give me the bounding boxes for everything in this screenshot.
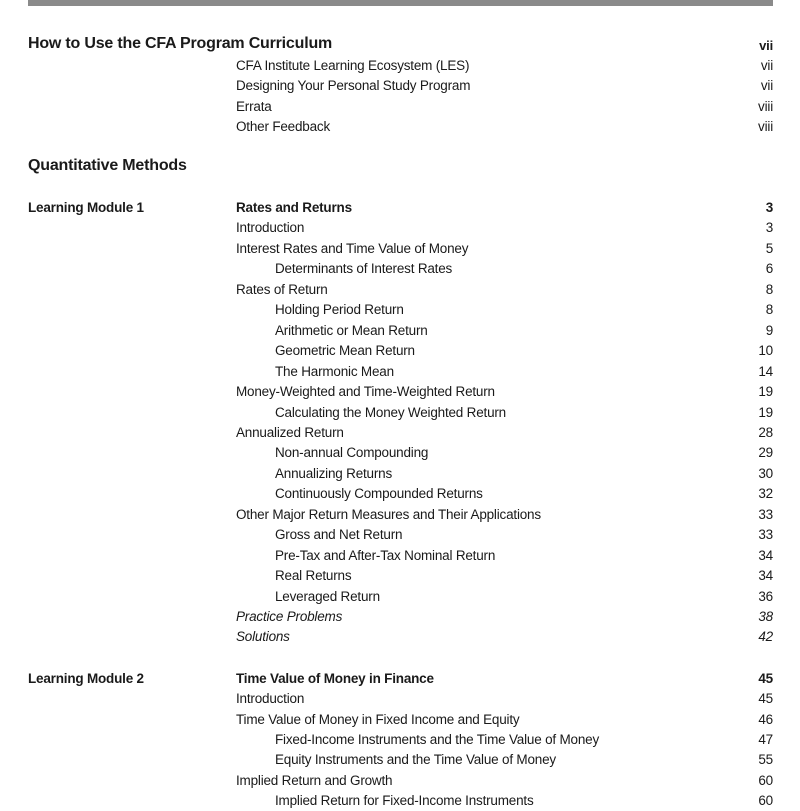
toc-entry-page: 29 (758, 445, 773, 461)
toc-entry-title: Rates and Returns (236, 200, 352, 215)
toc-entry-title: Geometric Mean Return (275, 343, 415, 359)
toc-entry-title: Other Major Return Measures and Their Applications (236, 506, 541, 522)
section-title: Quantitative Methods (28, 157, 187, 174)
toc-entry-page: 10 (758, 343, 773, 359)
toc-entry-title: Introduction (236, 220, 305, 236)
toc-entry-title: Annualized Return (236, 424, 344, 440)
toc-entry[interactable] (236, 76, 773, 96)
toc-entry-title: Non-annual Compounding (275, 445, 429, 461)
toc-entry-page: 34 (758, 568, 773, 584)
toc-entry-page: 6 (765, 261, 773, 277)
toc-entry[interactable] (236, 423, 773, 443)
toc-entry-page: 8 (765, 302, 773, 318)
toc-entry-page: 45 (758, 671, 773, 686)
toc-entry-title: Interest Rates and Time Value of Money (236, 240, 469, 256)
toc-entry[interactable] (236, 341, 773, 361)
toc-entry-title: Errata (236, 98, 272, 114)
toc-entry[interactable] (236, 280, 773, 300)
toc-entry[interactable] (236, 382, 773, 402)
toc-entry-page: 42 (758, 629, 773, 645)
toc-entry-title: Real Returns (275, 568, 352, 584)
front-matter-page: vii (759, 38, 773, 53)
toc-entry-title: Other Feedback (236, 118, 331, 134)
toc-entry[interactable] (236, 710, 773, 730)
toc-entry-title: Gross and Net Return (275, 527, 403, 543)
toc-entry-title: Continuously Compounded Returns (275, 486, 483, 502)
toc-entry-page: 33 (758, 527, 773, 543)
toc-entry[interactable] (236, 771, 773, 791)
toc-entry-title: Determinants of Interest Rates (275, 261, 453, 277)
toc-entry-page: 28 (758, 424, 773, 440)
toc-entry-page: 8 (765, 281, 773, 297)
front-matter-heading (28, 35, 773, 57)
toc-entry[interactable] (236, 627, 773, 647)
toc-entry-page: vii (760, 78, 773, 94)
toc-entry[interactable] (236, 750, 773, 770)
toc-entry-title: Pre-Tax and After-Tax Nominal Return (275, 547, 496, 563)
toc-entry-title: Calculating the Money Weighted Return (275, 404, 506, 420)
toc-entry[interactable] (236, 198, 773, 218)
toc-entry-title: Practice Problems (236, 609, 343, 624)
toc-entry-title: Holding Period Return (275, 302, 404, 318)
toc-entry-page: 45 (758, 691, 773, 707)
toc-entry-page: 19 (758, 404, 773, 420)
toc-entry-title: Money-Weighted and Time-Weighted Return (236, 384, 495, 400)
toc-entry-title: Annualizing Returns (275, 465, 393, 481)
toc-entry-page: 60 (758, 772, 773, 788)
front-matter-title: How to Use the CFA Program Curriculum (28, 35, 333, 52)
toc-entry[interactable] (236, 669, 773, 689)
toc-entry-title: Solutions (236, 629, 290, 645)
toc-entry[interactable] (236, 218, 773, 238)
toc-entry-page: viii (758, 98, 773, 114)
toc-entry-page: 3 (765, 220, 773, 236)
module-2-label: Learning Module 2 (28, 671, 144, 686)
toc-entry[interactable] (236, 239, 773, 259)
toc-entry-title: Leveraged Return (275, 588, 380, 604)
toc-entry[interactable] (236, 403, 773, 423)
toc-entry-title: Time Value of Money in Finance (236, 671, 434, 686)
toc-entry-page: 46 (758, 711, 773, 727)
module-1-label: Learning Module 1 (28, 200, 144, 215)
toc-entry-title: Rates of Return (236, 281, 328, 297)
toc-entry[interactable] (236, 484, 773, 504)
toc-entry[interactable] (236, 362, 773, 382)
toc-entry-page: 9 (765, 322, 773, 338)
toc-entry-title: The Harmonic Mean (275, 363, 394, 379)
toc-entry[interactable] (236, 321, 773, 341)
toc-entry[interactable] (236, 97, 773, 117)
toc-entry[interactable] (236, 566, 773, 586)
toc-entry[interactable] (236, 464, 773, 484)
toc-entry-page: vii (760, 58, 773, 73)
toc-entry[interactable] (236, 730, 773, 750)
toc-entry[interactable] (236, 791, 773, 811)
toc-entry-title: Equity Instruments and the Time Value of Money (275, 752, 556, 768)
toc-entry-title: Fixed-Income Instruments and the Time Value of Money (275, 731, 600, 747)
toc-entry-title: Designing Your Personal Study Program (236, 78, 471, 94)
toc-entry[interactable] (236, 525, 773, 545)
toc-entry-page: 55 (758, 752, 773, 768)
toc-entry[interactable] (236, 259, 773, 279)
toc-entry[interactable] (236, 607, 773, 627)
toc-entry[interactable] (236, 56, 773, 76)
toc-entry-title: Implied Return for Fixed-Income Instruments (275, 792, 534, 808)
toc-entry-page: 30 (758, 465, 773, 481)
toc-entry-page: 33 (758, 506, 773, 522)
toc-entry[interactable] (236, 587, 773, 607)
toc-entry-page: 19 (758, 384, 773, 400)
toc-entry[interactable] (236, 117, 773, 137)
toc-entry[interactable] (236, 546, 773, 566)
toc-entry-page: 32 (758, 486, 773, 502)
toc-entry-page: viii (758, 118, 773, 134)
toc-entry-title: Arithmetic or Mean Return (275, 322, 428, 338)
toc-entry-title: Implied Return and Growth (236, 772, 393, 788)
toc-entry[interactable] (236, 689, 773, 709)
section-heading (28, 157, 773, 175)
toc-entry-page: 3 (765, 200, 773, 215)
toc-entry[interactable] (236, 300, 773, 320)
toc-entry-page: 34 (758, 547, 773, 563)
toc-entry[interactable] (236, 443, 773, 463)
toc-entry-page: 47 (758, 731, 773, 747)
toc-entry-page: 60 (758, 792, 773, 808)
toc-entry-page: 36 (758, 588, 773, 604)
toc-entry-page: 14 (758, 363, 773, 379)
toc-entry-title: Introduction (236, 691, 305, 707)
header-rule (28, 0, 773, 6)
toc-entry[interactable] (236, 505, 773, 525)
toc-entry-page: 5 (765, 240, 773, 256)
toc-entry-title: Time Value of Money in Fixed Income and Equity (236, 711, 520, 727)
toc-entry-page: 38 (758, 609, 773, 624)
toc-entry-title: CFA Institute Learning Ecosystem (LES) (236, 58, 470, 73)
